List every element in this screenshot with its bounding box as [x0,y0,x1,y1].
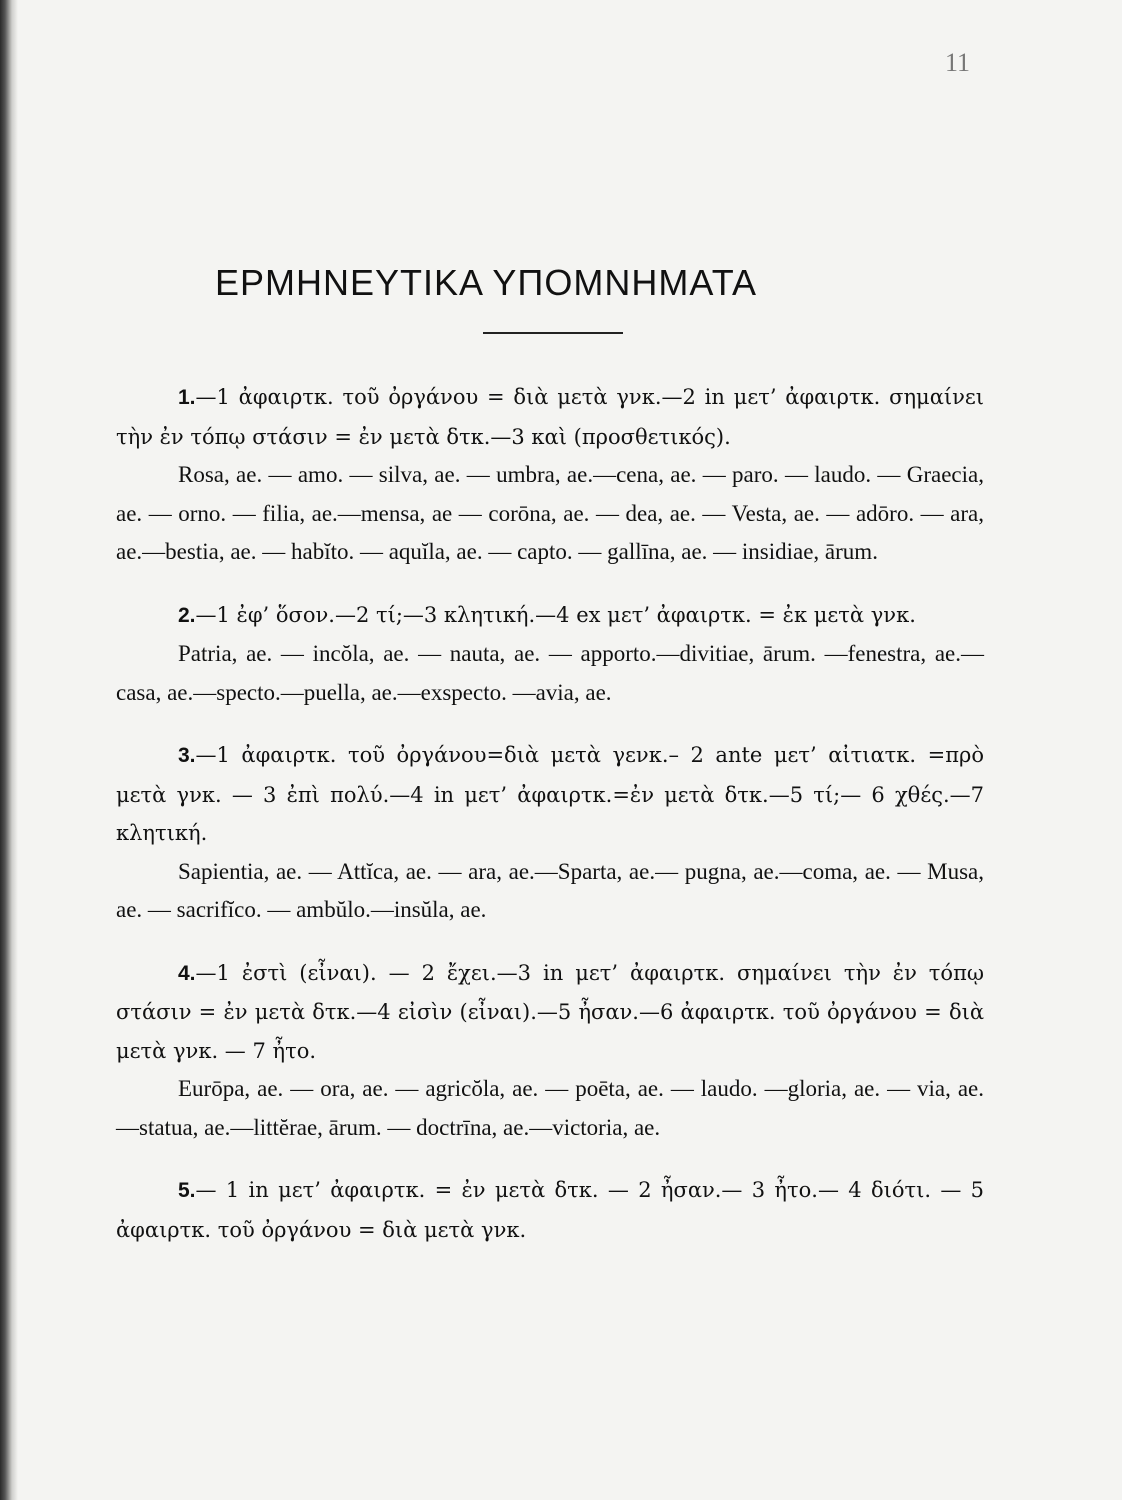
page-title: ΕΡΜΗΝΕΥΤΙΚΑ ΥΠΟΜΝΗΜΑΤΑ [215,262,758,303]
note-number: 2. [178,603,196,627]
note-grammar [116,736,984,853]
note-vocabulary: Patria, ae. — incŏla, ae. — nauta, ae. — apporto.—divitiae, ārum. —fenestra, ae.—casa, ae.—specto.—puella, ae.—exspecto. —avia, ae. [116,641,984,705]
note-1 [116,378,984,572]
note-grammar [116,954,984,1071]
note-vocabulary: Eurōpa, ae. — ora, ae. — agricŏla, ae. — poēta, ae. — laudo. —gloria, ae. — via, ae.—statua, ae.—littĕrae, ārum. — doctrīna, ae.—victoria, ae. [116,1076,984,1140]
note-vocabulary: Rosa, ae. — amo. — silva, ae. — umbra, ae.—cena, ae. — paro. — laudo. — Graecia, ae. — orno. — filia, ae.—mensa, ae — corōna, ae. — dea, ae. — Vesta, ae. — adōro. — ara, ae.—bestia, ae. — habĭto. — aquĭla, ae. — capto. — gallīna, ae. — insidiae, ārum. [116,462,984,564]
note-2 [116,596,984,713]
notes-section [116,378,984,1273]
note-number: 1. [178,386,196,409]
note-grammar-text: —1 ἀφαιρτκ. τοῦ ὀργάνου=διὰ μετὰ γενκ.– 2 ante μετ’ αἰτιατκ. =πρὸ μετὰ γνκ. — 3 ἐπὶ πολύ.—4 in μετ’ ἀφαιρτκ.=ἐν μετὰ δτκ.—5 τί;— 6 χθές.—7 κλητική. [116,743,984,845]
note-4 [116,954,984,1148]
note-number: 4. [178,961,196,985]
note-vocabulary: Sapientia, ae. — Attĭca, ae. — ara, ae.—Sparta, ae.— pugna, ae.—coma, ae. — Musa, ae. — sacrifĭco. — ambŭlo.—insŭla, ae. [116,858,984,922]
note-grammar [116,378,984,456]
note-grammar-text: —1 ἀφαιρτκ. τοῦ ὀργάνου = διὰ μετὰ γνκ.—2 in μετ’ ἀφαιρτκ. σημαίνει τὴν ἐν τόπῳ στάσιν = ἐν μετὰ δτκ.—3 καὶ (προσθετικός). [116,385,984,449]
page-binding-edge [0,0,18,1500]
note-grammar-text: —1 ἐφ’ ὅσον.—2 τί;—3 κλητική.—4 ex μετ’ ἀφαιρτκ. = ἐκ μετὰ γνκ. [195,602,916,627]
note-grammar-text: — 1 in μετ’ ἀφαιρτκ. = ἐν μετὰ δτκ. — 2 ἦσαν.— 3 ἦτο.— 4 διότι. — 5 ἀφαιρτκ. τοῦ ὀργάνου = διὰ μετὰ γνκ. [116,1178,984,1242]
note-grammar [116,596,984,636]
note-number: 5. [178,1179,196,1202]
note-grammar [116,1171,984,1249]
note-number: 3. [178,744,196,767]
note-5 [116,1171,984,1249]
note-3 [116,736,984,930]
title-divider [483,332,623,334]
page-number: 11 [945,48,971,77]
note-grammar-text: —1 ἐστὶ (εἶναι). — 2 ἔχει.—3 in μετ’ ἀφαιρτκ. σημαίνει τὴν ἐν τόπῳ στάσιν = ἐν μετὰ δτκ.—4 εἰσὶν (εἶναι).—5 ἦσαν.—6 ἀφαιρτκ. τοῦ ὀργάνου = διὰ μετὰ γνκ. — 7 ἦτο. [116,960,984,1063]
